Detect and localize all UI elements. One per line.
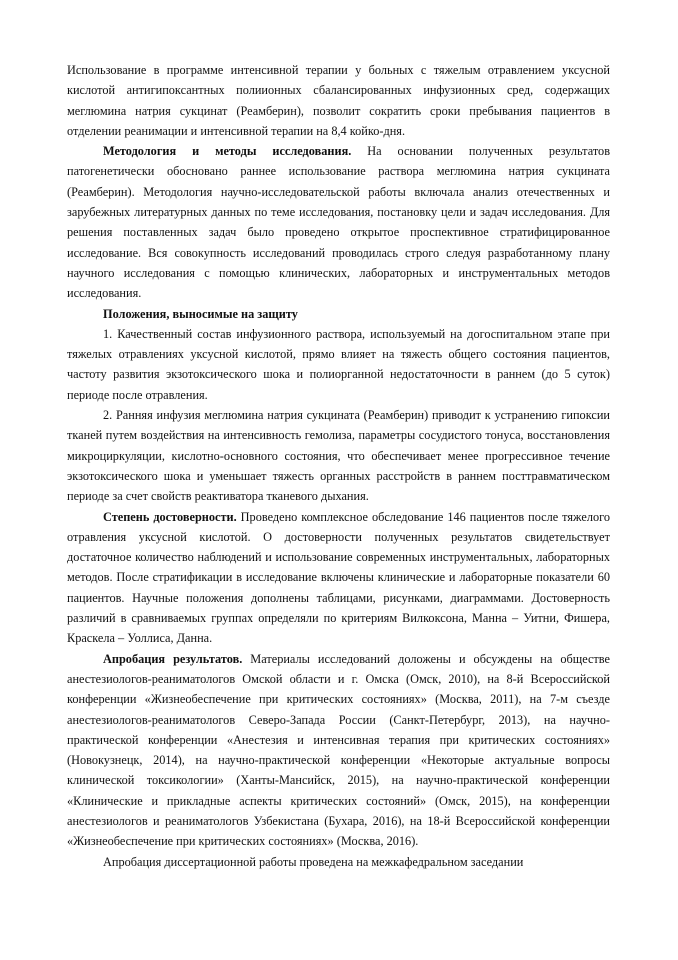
reliability-text: Проведено комплексное обследование 146 пациентов после тяжелого отравления уксусной кислотой. О достоверности полученных результатов свидетельствует достаточное количество наблюдений и использование современных инструментальных, лабораторных методов. После стратификации в исследование включены клинические и лабораторные показатели 60 пациентов. Научные положения дополнены таблицами, рисунками, диаграммами. Достоверность различий в сравниваемых группах определяли по критериям Вилкоксона, Манна – Уитни, Фишера, Краскела – Уоллиса, Данна. [67, 509, 610, 646]
approbation-text: Материалы исследований доложены и обсуждены на обществе анестезиологов-реаниматологов Омской области и г. Омска (Омск, 2010), на 8-й Всероссийской конференции «Жизнеобеспечение при критических состояниях» (Москва, 2011), на 7-м съезде анестезиологов-реаниматологов Северо-Запада России (Санкт-Петербург, 2013), на научно-практической конференции «Анестезия и интенсивная терапия при критических состояниях» (Новокузнецк, 2014), на научно-практической конференции «Некоторые актуальные вопросы клинической токсикологии» (Ханты-Мансийск, 2015), на научно-практической конференции «Клинические и прикладные аспекты критических состояний» (Омск, 2015), на конференции анестезиологов и реаниматологов Узбекистана (Бухара, 2016), на 18-й Всероссийской конференции «Жизнеобеспечение при критических состояниях» (Москва, 2016). [67, 651, 610, 849]
thesis-1: 1. Качественный состав инфузионного раствора, используемый на догоспитальном этапе при тяжелых отравлениях уксусной кислотой, прямо влияет на тяжесть общего состояния пациентов, частоту развития экзотоксического шока и полиорганной недостаточности в раннем (до 5 суток) периоде после отравления. [67, 326, 610, 402]
paragraph-approbation-dissertation: Апробация диссертационной работы проведена на межкафедральном заседании [103, 854, 524, 869]
methodology-heading: Методология и методы исследования. [103, 144, 352, 159]
theses-heading: Положения, выносимые на защиту [103, 306, 298, 321]
thesis-2: 2. Ранняя инфузия меглюмина натрия сукцината (Реамберин) приводит к устранению гипоксии тканей путем воздействия на интенсивность гемолиза, параметры сосудистого тонуса, восстановления микроциркуляции, кислотно-основного состояния, что обеспечивает менее прогрессивное течение экзотоксического шока и уменьшает тяжесть органных расстройств в раннем посттравматическом периоде за счет свойств реактиватора тканевого дыхания. [67, 408, 610, 504]
paragraph-approbation [67, 649, 610, 852]
document-page [67, 60, 610, 872]
paragraph-methodology [67, 141, 610, 303]
methodology-text: На основании полученных результатов патогенетически обосновано раннее использование раствора меглюмина натрия сукцината (Реамберин). Методология научно-исследовательской работы включала анализ отечественных и зарубежных литературных данных по теме исследования, постановку цели и задач исследования. Для решения поставленных задач было проведено открытое проспективное стратифицированное исследование. Вся совокупность исследований проводилась строго следуя разработанному плану научного исследования с помощью клинических, лабораторных и инструментальных методов исследования. [67, 144, 610, 301]
paragraph-reliability [67, 507, 610, 649]
reliability-heading: Степень достоверности. [103, 509, 237, 524]
paragraph-intro: Использование в программе интенсивной терапии у больных с тяжелым отравлением уксусной кислотой антигипоксантных полиионных сбалансированных инфузионных сред, содержащих меглюмина натрия сукцинат (Реамберин), позволит сократить сроки пребывания пациентов в отделении реанимации и интенсивной терапии на 8,4 койко-дня. [67, 63, 610, 138]
approbation-heading: Апробация результатов. [103, 651, 243, 666]
